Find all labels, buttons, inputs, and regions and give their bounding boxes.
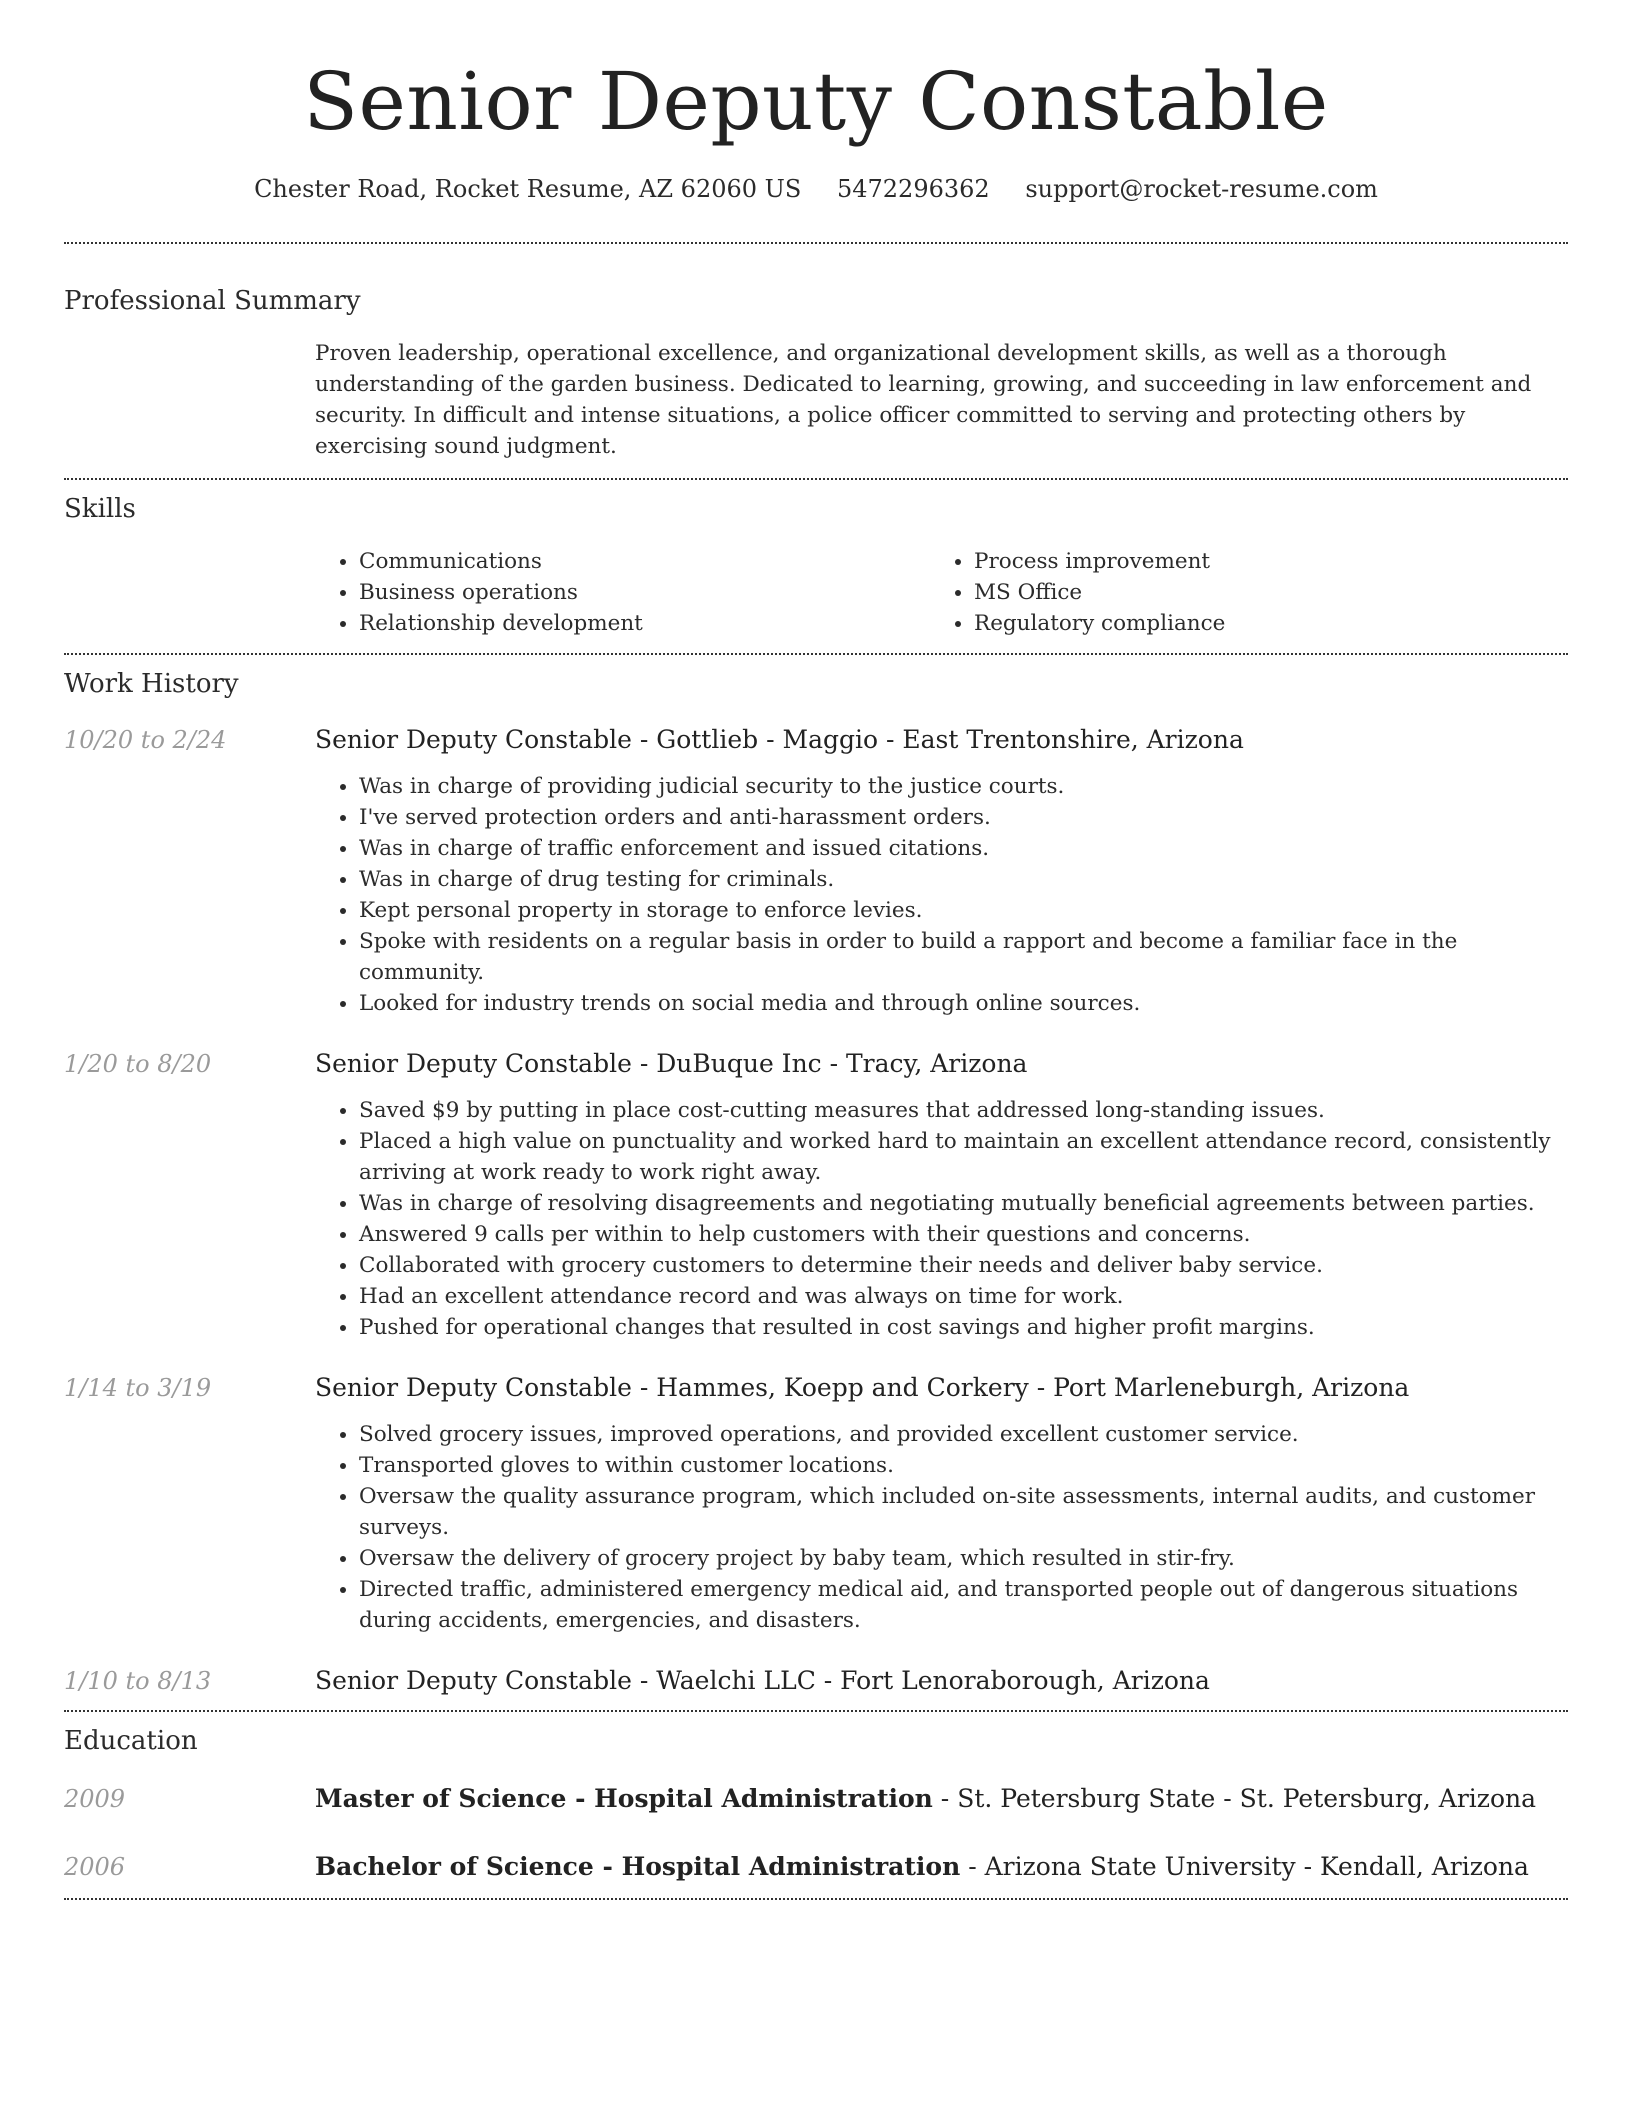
- skills-grid: [315, 546, 1568, 639]
- job-bullet: • Placed a high value on punctuality and worked hard to maintain an excellent attendance record, consistently arriving at work ready to work right away.: [359, 1126, 1568, 1188]
- education-school: - St. Petersburg State - St. Petersburg, Arizona: [932, 1784, 1537, 1813]
- job-title: Senior Deputy Constable - DuBuque Inc - Tracy, Arizona: [315, 1049, 1028, 1078]
- job-entry: [64, 723, 1568, 1019]
- skill-item: • Business operations: [359, 577, 930, 608]
- job-title: Senior Deputy Constable - Waelchi LLC - Fort Lenoraborough, Arizona: [315, 1666, 1210, 1695]
- job-dates: 1/20 to 8/20: [64, 1050, 212, 1078]
- job-bullet: • Was in charge of providing judicial security to the justice courts.: [359, 771, 1568, 802]
- job-bullet: • I've served protection orders and anti-harassment orders.: [359, 802, 1568, 833]
- education-degree: Master of Science - Hospital Administration: [315, 1784, 933, 1813]
- education-entry: [64, 1782, 1568, 1816]
- job-bullet: • Kept personal property in storage to enforce levies.: [359, 895, 1568, 926]
- summary-section: [64, 284, 1568, 462]
- contact-address: Chester Road, Rocket Resume, AZ 62060 US: [254, 175, 802, 203]
- job-bullet: • Pushed for operational changes that resulted in cost savings and higher profit margins.: [359, 1312, 1568, 1343]
- job-title: Senior Deputy Constable - Hammes, Koepp and Corkery - Port Marleneburgh, Arizona: [315, 1373, 1410, 1402]
- section-title-education: Education: [64, 1726, 198, 1756]
- education-year: 2009: [64, 1785, 126, 1813]
- job-bullets: [315, 1095, 1568, 1343]
- job-bullet: • Answered 9 calls per within to help customers with their questions and concerns.: [359, 1219, 1568, 1250]
- job-dates: 1/10 to 8/13: [64, 1667, 212, 1695]
- job-bullet: • Oversaw the delivery of grocery project by baby team, which resulted in stir-fry.: [359, 1543, 1568, 1574]
- divider: [64, 1898, 1568, 1900]
- job-bullet: • Spoke with residents on a regular basis in order to build a rapport and become a familiar face in the community.: [359, 926, 1568, 988]
- summary-text: Proven leadership, operational excellence, and organizational development skills, as well as a thorough understanding of the garden business. Dedicated to learning, growing, and succeeding in law enforcement and security. In difficult and intense situations, a police officer committed to serving and protecting others by exercising sound judgment.: [315, 341, 1532, 459]
- contact-phone: 5472296362: [836, 175, 990, 203]
- job-bullets: [315, 1419, 1568, 1636]
- skills-section: [64, 492, 1568, 639]
- education-entry: [64, 1850, 1568, 1884]
- job-bullet: • Had an excellent attendance record and was always on time for work.: [359, 1281, 1568, 1312]
- contact-line: [64, 172, 1568, 206]
- contact-email: support@rocket-resume.com: [1025, 175, 1378, 203]
- skill-item: • MS Office: [974, 577, 1530, 608]
- section-title-skills: Skills: [64, 494, 136, 524]
- skill-item: • Process improvement: [974, 546, 1530, 577]
- job-entry: [64, 1371, 1568, 1636]
- job-dates: 10/20 to 2/24: [64, 726, 227, 754]
- job-bullet: • Was in charge of traffic enforcement and issued citations.: [359, 833, 1568, 864]
- job-bullet: • Collaborated with grocery customers to determine their needs and deliver baby service.: [359, 1250, 1568, 1281]
- divider: [64, 478, 1568, 480]
- job-bullet: • Solved grocery issues, improved operations, and provided excellent customer service.: [359, 1419, 1568, 1450]
- skills-list-left: [315, 546, 930, 639]
- job-entry: [64, 1047, 1568, 1343]
- job-entry: [64, 1664, 1568, 1698]
- education-degree: Bachelor of Science - Hospital Administration: [315, 1852, 961, 1881]
- job-dates: 1/14 to 3/19: [64, 1374, 212, 1402]
- job-bullet: • Was in charge of resolving disagreements and negotiating mutually beneficial agreements between parties.: [359, 1188, 1568, 1219]
- job-bullet: • Was in charge of drug testing for criminals.: [359, 864, 1568, 895]
- job-bullet: • Directed traffic, administered emergency medical aid, and transported people out of dangerous situations during accidents, emergencies, and disasters.: [359, 1574, 1568, 1636]
- skill-item: • Communications: [359, 546, 930, 577]
- skills-list-right: [930, 546, 1530, 639]
- education-school: - Arizona State University - Kendall, Arizona: [960, 1852, 1529, 1881]
- divider: [64, 653, 1568, 655]
- work-history-section: [64, 667, 1568, 1698]
- skill-item: • Relationship development: [359, 608, 930, 639]
- education-title: [315, 1850, 1568, 1884]
- divider: [64, 1710, 1568, 1712]
- job-bullet: • Oversaw the quality assurance program, which included on-site assessments, internal audits, and customer surveys.: [359, 1481, 1568, 1543]
- section-title-summary: Professional Summary: [64, 286, 361, 316]
- education-year: 2006: [64, 1853, 126, 1881]
- education-title: [315, 1782, 1568, 1816]
- job-bullet: • Transported gloves to within customer locations.: [359, 1450, 1568, 1481]
- skill-item: • Regulatory compliance: [974, 608, 1530, 639]
- job-title: Senior Deputy Constable - Gottlieb - Maggio - East Trentonshire, Arizona: [315, 725, 1244, 754]
- section-title-work: Work History: [64, 669, 239, 699]
- job-bullet: • Saved $9 by putting in place cost-cutting measures that addressed long-standing issues.: [359, 1095, 1568, 1126]
- divider: [64, 242, 1568, 244]
- page-title: Senior Deputy Constable: [303, 55, 1329, 148]
- education-section: [64, 1724, 1568, 1884]
- job-bullet: • Looked for industry trends on social media and through online sources.: [359, 988, 1568, 1019]
- job-bullets: [315, 771, 1568, 1019]
